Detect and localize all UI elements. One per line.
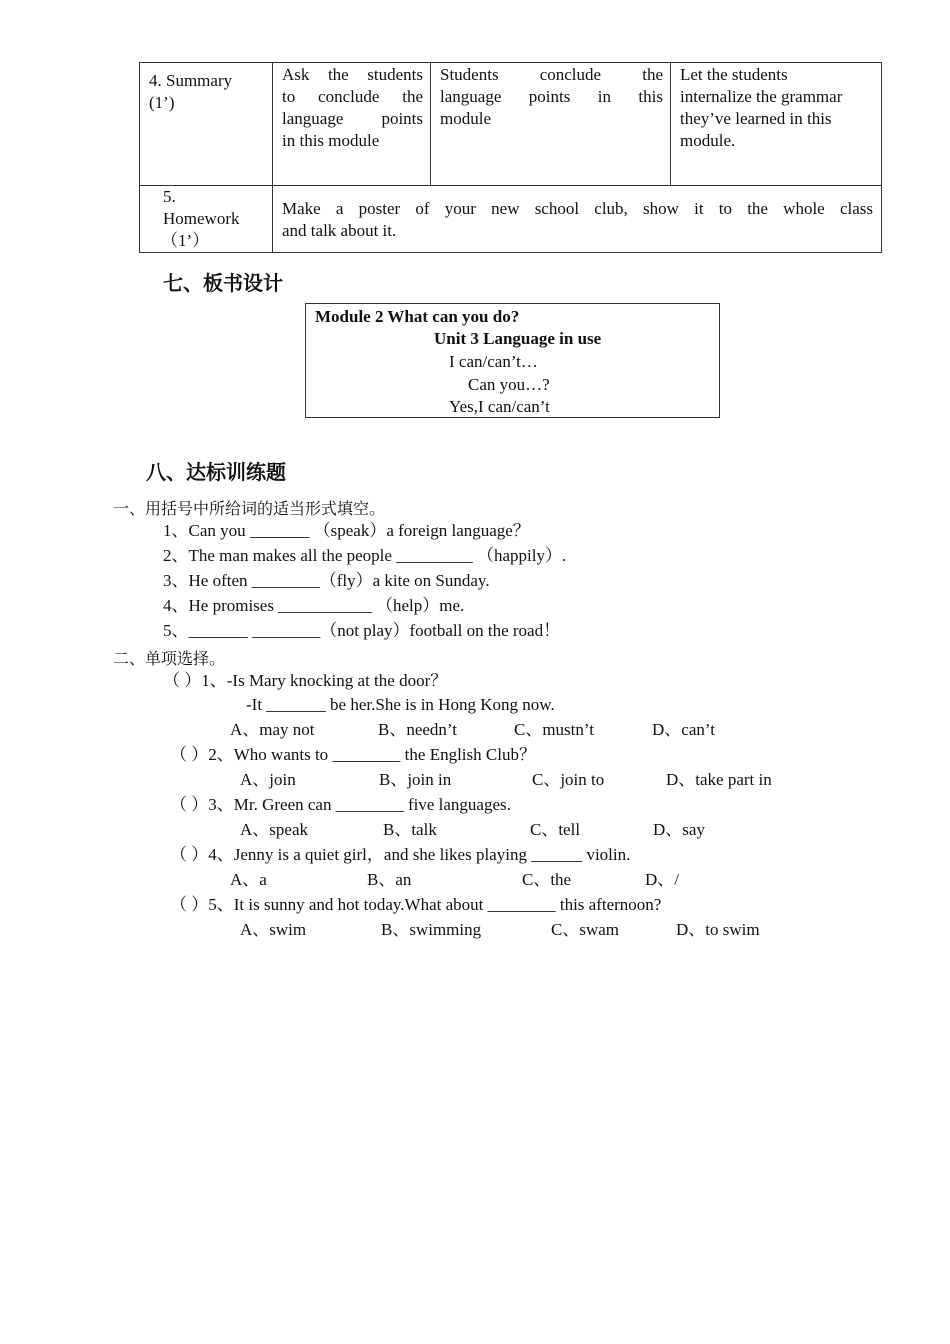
summary-teacher-line: in this module — [282, 131, 380, 150]
mc1-option-b: B、needn’t — [378, 720, 458, 739]
mc2-option-c: C、join to — [532, 770, 605, 789]
mc5-option-d: D、to swim — [676, 920, 760, 939]
mc4-option-d: D、/ — [645, 870, 679, 889]
homework-step: Homework — [163, 209, 240, 228]
mc-question-1-line2: -It _______ be her.She is in Hong Kong now. — [246, 695, 555, 714]
fill-item-1: 1、Can you _______ （speak）a foreign language？ — [163, 521, 530, 540]
mc-question-1: （ ）1、-Is Mary knocking at the door？ — [163, 671, 448, 690]
board-line-question: Can you…? — [468, 375, 550, 394]
fill-item-5: 5、_______ ________（not play）football on the road！ — [163, 621, 561, 640]
mc-question-5: （ ）5、It is sunny and hot today.What about ________ this afternoon? — [170, 895, 662, 914]
mc1-option-c: C、mustn’t — [514, 720, 594, 739]
summary-student-line: module — [440, 109, 491, 128]
summary-purpose-line: module. — [680, 131, 736, 150]
board-line-can: I can/can’t… — [449, 352, 538, 371]
mc4-option-c: C、the — [522, 870, 572, 889]
homework-content-cell — [282, 198, 873, 242]
summary-teacher-cell — [282, 64, 423, 152]
mc3-option-b: B、talk — [383, 820, 437, 839]
summary-time: (1’) — [149, 93, 175, 112]
fill-item-4: 4、He promises ___________ （help）me. — [163, 596, 465, 615]
mc4-option-a: A、a — [230, 870, 267, 889]
board-line-module: Module 2 What can you do? — [315, 307, 520, 326]
summary-teacher-line: Ask the students — [282, 65, 423, 84]
part1-title: 一、用括号中所给词的适当形式填空。 — [113, 499, 386, 518]
fill-item-2: 2、The man makes all the people _________ （happily）. — [163, 546, 567, 565]
homework-num: 5. — [163, 187, 176, 206]
board-line-unit: Unit 3 Language in use — [434, 329, 602, 348]
mc2-option-b: B、join in — [379, 770, 452, 789]
mc5-option-b: B、swimming — [381, 920, 482, 939]
mc-question-4: （ ）4、Jenny is a quiet girl，and she likes playing ______ violin. — [170, 845, 631, 864]
summary-step-cell — [149, 70, 232, 114]
summary-purpose-line: they’ve learned in this — [680, 109, 832, 128]
part2-title: 二、单项选择。 — [113, 649, 226, 668]
mc4-option-b: B、an — [367, 870, 412, 889]
summary-purpose-cell — [680, 64, 875, 152]
board-design-box — [305, 303, 720, 418]
mc-question-2: （ ）2、Who wants to ________ the English Club？ — [170, 745, 536, 764]
homework-content-line: and talk about it. — [282, 221, 397, 240]
summary-student-line: language points in this — [440, 87, 663, 106]
mc5-option-c: C、swam — [551, 920, 619, 939]
homework-step-cell — [163, 186, 239, 252]
homework-time: （1’） — [161, 231, 210, 250]
fill-item-3: 3、He often ________（fly）a kite on Sunday. — [163, 571, 490, 590]
summary-teacher-line: to conclude the — [282, 87, 423, 106]
homework-content-line: Make a poster of your new school club, show it to the whole class — [282, 199, 873, 218]
summary-purpose-line: internalize the grammar — [680, 87, 843, 106]
section7-heading: 七、板书设计 — [163, 271, 283, 295]
mc3-option-c: C、tell — [530, 820, 581, 839]
mc5-option-a: A、swim — [240, 920, 307, 939]
mc-question-3: （ ）3、Mr. Green can ________ five languages. — [170, 795, 511, 814]
mc1-option-a: A、may not — [230, 720, 315, 739]
summary-student-cell — [440, 64, 663, 130]
summary-step: 4. Summary — [149, 71, 233, 90]
mc2-option-d: D、take part in — [666, 770, 772, 789]
summary-purpose-line: Let the students — [680, 65, 788, 84]
summary-student-line: Students conclude the — [440, 65, 663, 84]
mc1-option-d: D、can’t — [652, 720, 715, 739]
summary-teacher-line: language points — [282, 109, 423, 128]
board-line-answer: Yes,I can/can’t — [449, 397, 550, 416]
section8-heading: 八、达标训练题 — [146, 460, 286, 484]
mc2-option-a: A、join — [240, 770, 296, 789]
mc3-option-d: D、say — [653, 820, 705, 839]
mc3-option-a: A、speak — [240, 820, 308, 839]
